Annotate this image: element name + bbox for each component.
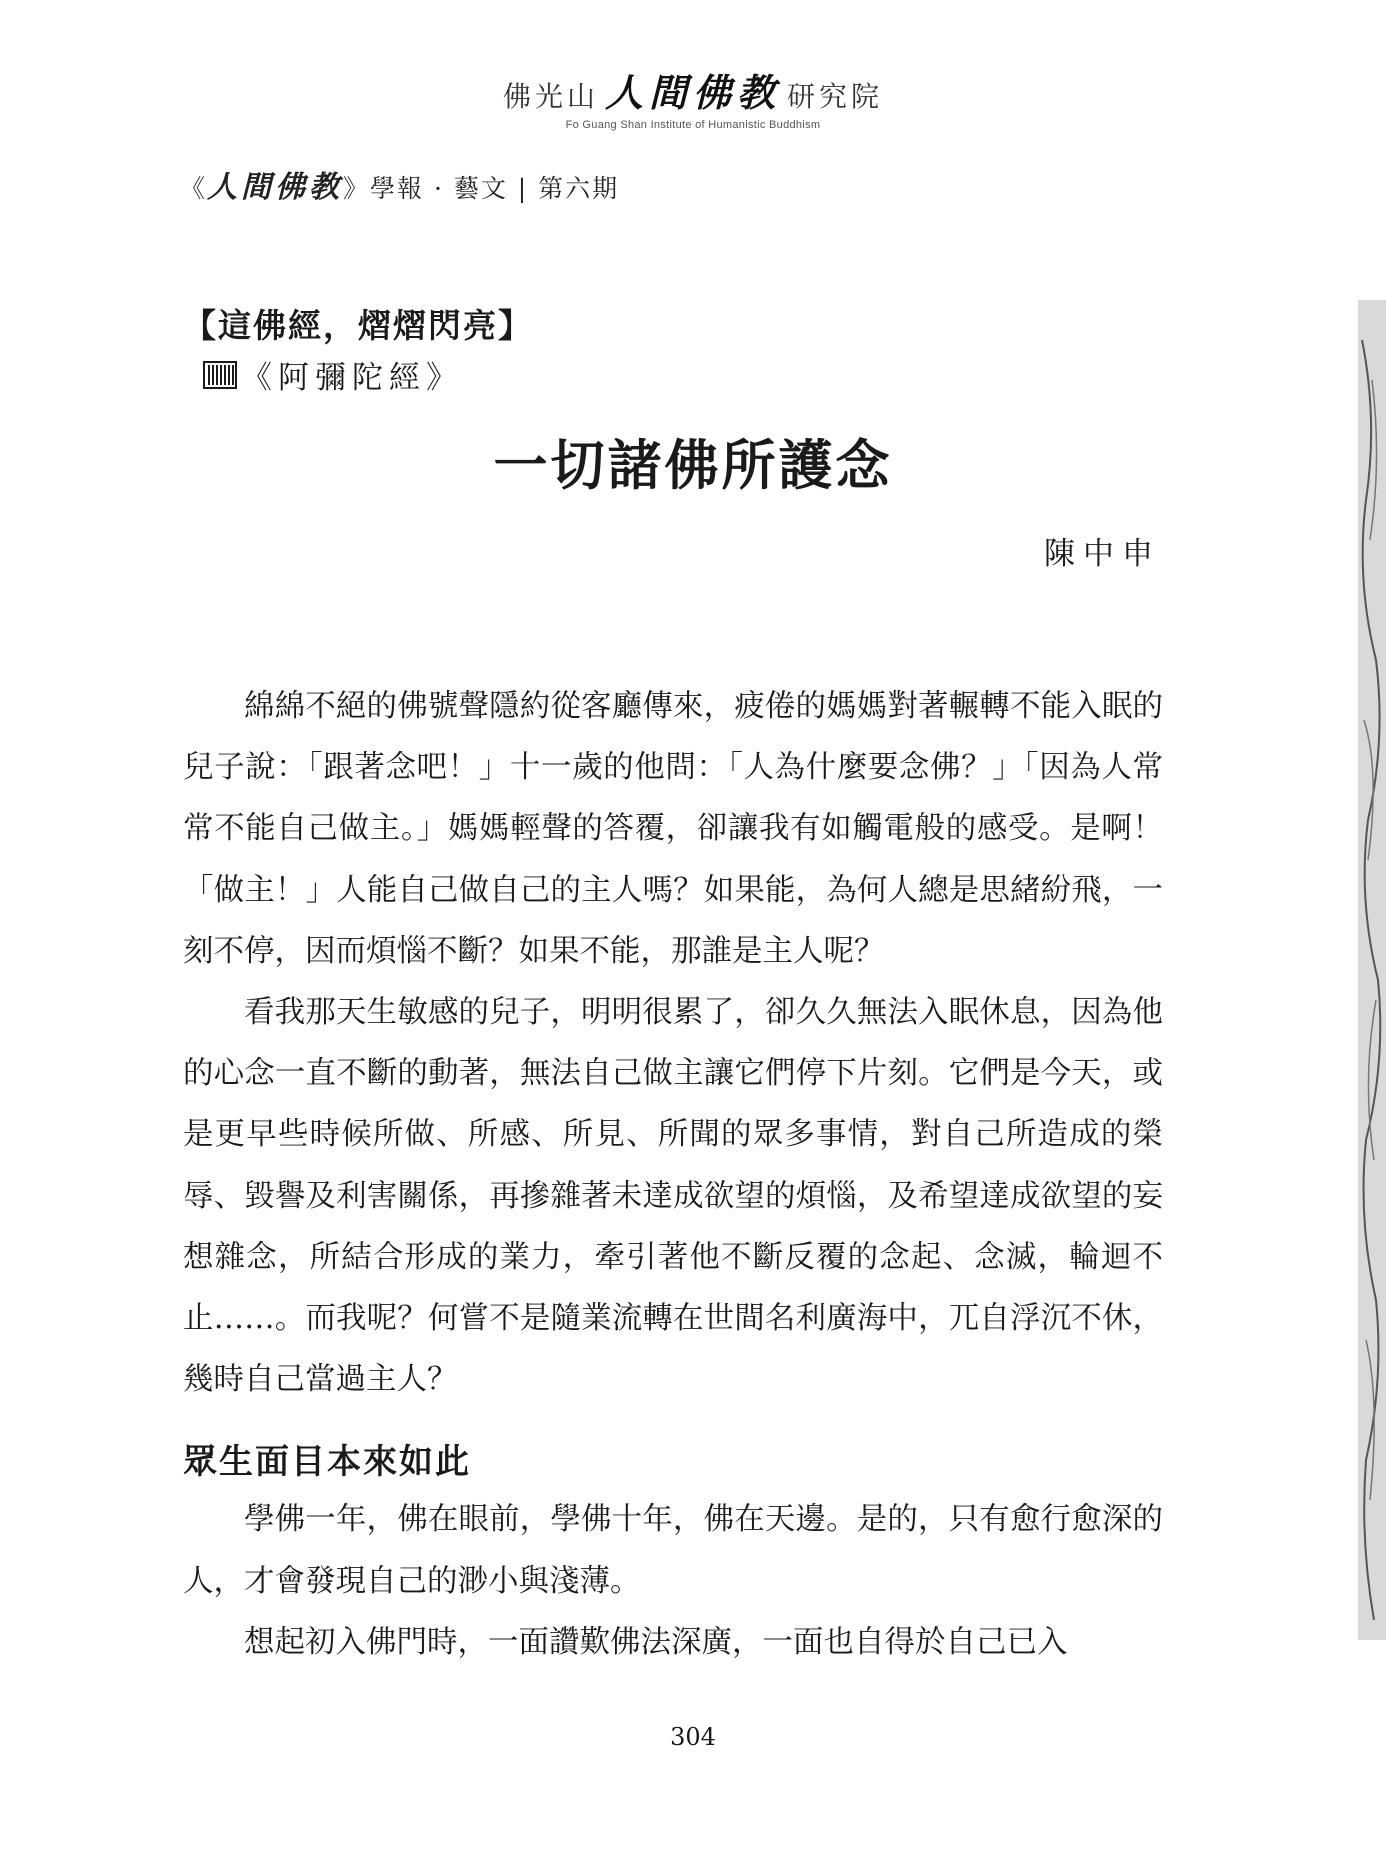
column-tag: 【這佛經，熠熠閃亮】: [183, 306, 533, 345]
journal-running-head: [180, 162, 619, 206]
section-heading: 眾生面目本來如此: [183, 1442, 471, 1483]
institute-suffix: 研究院: [787, 80, 884, 113]
institute-english-name: Fo Guang Shan Institute of Humanistic Buddhism: [565, 119, 821, 131]
publisher-header: [0, 62, 1386, 131]
sutra-name: 《阿彌陀經》: [241, 360, 463, 396]
journal-issue: 》學報 · 藝文 | 第六期: [343, 174, 620, 203]
decorative-illustration-edge: [1358, 300, 1386, 1640]
institute-brush-logo: 人間佛教: [604, 70, 781, 115]
page-number: 304: [670, 1723, 716, 1751]
paragraph: 學佛一年，佛在眼前，學佛十年，佛在天邊。是的，只有愈行愈深的人，才會發現自己的渺小與淺薄。: [183, 1502, 1163, 1599]
article-title: 一切諸佛所護念: [493, 433, 893, 497]
author-name: 陳中申: [1044, 536, 1161, 572]
institute-name: [0, 62, 1386, 117]
paragraph: 看我那天生敏感的兒子，明明很累了，卻久久無法入眠休息，因為他的心念一直不斷的動著，無法自己做主讓它們停下片刻。它們是今天，或是更早些時候所做、所感、所見、所聞的眾多事情，對自己所造成的榮辱、毀譽及利害關係，再摻雜著未達成欲望的煩惱，及希望達成欲望的妄想雜念，所結合形成的業力，牽引著他不斷反覆的念起、念滅，輪迴不止……。而我呢？何嘗不是隨業流轉在世間名利廣海中，兀自浮沉不休，幾時自己當過主人？: [183, 995, 1163, 1398]
paragraph: 綿綿不絕的佛號聲隱約從客廳傳來，疲倦的媽媽對著輾轉不能入眠的兒子說：「跟著念吧！」十一歲的他問：「人為什麼要念佛？」「因為人常常不能自己做主。」媽媽輕聲的答覆，卻讓我有如觸電般的感受。是啊！「做主！」人能自己做自己的主人嗎？如果能，為何人總是思緒紛飛，一刻不停，因而煩惱不斷？如果不能，那誰是主人呢？: [183, 689, 1163, 969]
sutra-line: [203, 352, 463, 397]
paragraph: 想起初入佛門時，一面讚歎佛法深廣，一面也自得於自己已入: [244, 1624, 1068, 1660]
article-body: [183, 676, 1163, 1673]
book-icon: [203, 360, 237, 390]
institute-prefix: 佛光山: [502, 80, 599, 113]
journal-brush-name: 人間佛教: [207, 170, 344, 205]
journal-open-bracket: 《: [180, 174, 208, 203]
